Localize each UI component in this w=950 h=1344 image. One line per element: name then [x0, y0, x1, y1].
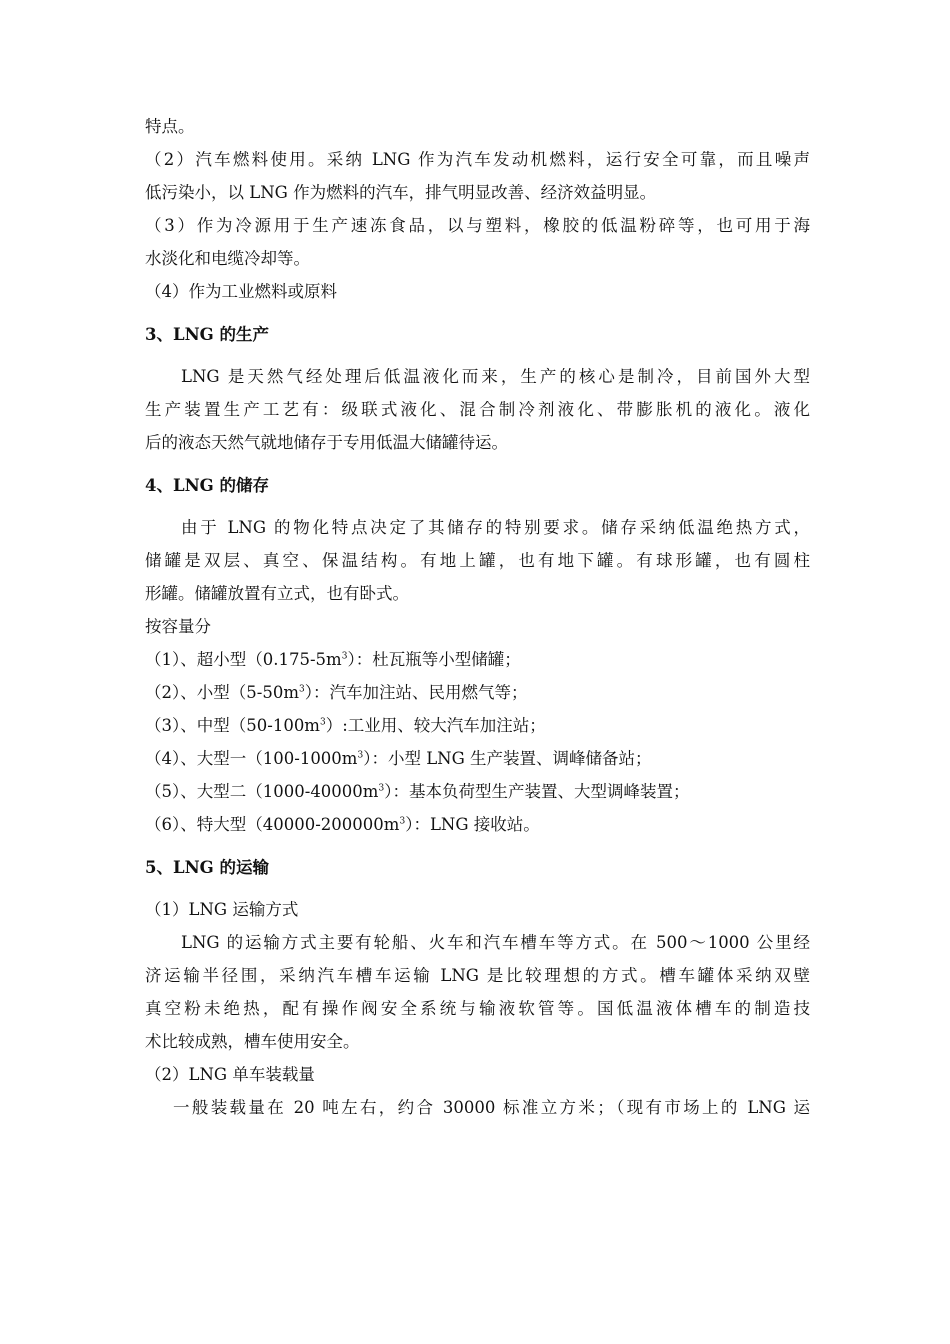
section-3-line-2: 生产装置生产工艺有：级联式液化、混合制冷剂液化、带膨胀机的液化。液化 — [145, 400, 810, 419]
document-page — [145, 110, 810, 1124]
list-item-2-line-2: 低污染小，以 LNG 作为燃料的汽车，排气明显改善、经济效益明显。 — [145, 183, 657, 202]
section-3-line-1: LNG 是天然气经处理后低温液化而来，生产的核心是制冷，目前国外大型 — [181, 367, 810, 386]
capacity-item-1: （1）、超小型$(0.175-5m^3)$：杜瓦瓶等小型储罐； — [145, 650, 521, 669]
section-5-line-3: 真空粉未绝热，配有操作阀安全系统与输液软管等。国低温液体槽车的制造技 — [145, 999, 810, 1018]
section-5-subheading-1: （1）LNG 运输方式 — [145, 900, 299, 919]
capacity-item-5: （5）、大型二$(1000-40000m^3)$：基本负荷型生产装置、大型调峰装置； — [145, 782, 690, 801]
section-4-line-1: 由于 LNG 的物化特点决定了其储存的特别要求。储存采纳低温绝热方式， — [181, 518, 810, 537]
section-5-title: 5、LNG 的运输 — [145, 858, 269, 877]
paragraph-line: 特点。 — [145, 117, 195, 136]
section-3-line-3: 后的液态天然气就地储存于专用低温大储罐待运。 — [145, 433, 508, 452]
section-5-subheading-2: （2）LNG 单车装载量 — [145, 1065, 315, 1084]
section-4-line-2: 储罐是双层、真空、保温结构。有地上罐，也有地下罐。有球形罐，也有圆柱 — [145, 551, 810, 570]
section-3-title: 3、LNG 的生产 — [145, 325, 269, 344]
capacity-intro: 按容量分 — [145, 617, 211, 636]
capacity-item-3: （3）、中型$(50-100m^3)$:工业用、较大汽车加注站； — [145, 716, 546, 735]
section-5-line-1: LNG 的运输方式主要有轮船、火车和汽车槽车等方式。在 500～1000 公里经 — [181, 933, 810, 952]
section-4-title: 4、LNG 的储存 — [145, 476, 269, 495]
section-5-line-5: 一般装载量在 20 吨左右，约合 30000 标准立方米；（现有市场上的 LNG 运 — [173, 1098, 810, 1117]
capacity-item-4: （4）、大型一$(100-1000m^3)$：小型 LNG 生产装置、调峰储备站； — [145, 749, 652, 768]
section-5-line-2: 济运输半径围，采纳汽车槽车运输 LNG 是比较理想的方式。槽车罐体采纳双壁 — [145, 966, 810, 985]
section-5-line-4: 术比较成熟，槽车使用安全。 — [145, 1032, 360, 1051]
list-item-4: （4）作为工业燃料或原料 — [145, 282, 337, 301]
capacity-item-2: （2）、小型$(5-50m^3)$：汽车加注站、民用燃气等； — [145, 683, 528, 702]
capacity-item-6: （6）、特大型$(40000-200000m^3)$：LNG 接收站。 — [145, 815, 540, 834]
section-4-line-3: 形罐。储罐放置有立式，也有卧式。 — [145, 584, 409, 603]
list-item-3-line-1: （3）作为冷源用于生产速冻食品，以与塑料，橡胶的低温粉碎等，也可用于海 — [145, 216, 810, 235]
list-item-3-line-2: 水淡化和电缆冷却等。 — [145, 249, 310, 268]
list-item-2-line-1: （2）汽车燃料使用。采纳 LNG 作为汽车发动机燃料，运行安全可靠，而且噪声 — [145, 150, 810, 169]
